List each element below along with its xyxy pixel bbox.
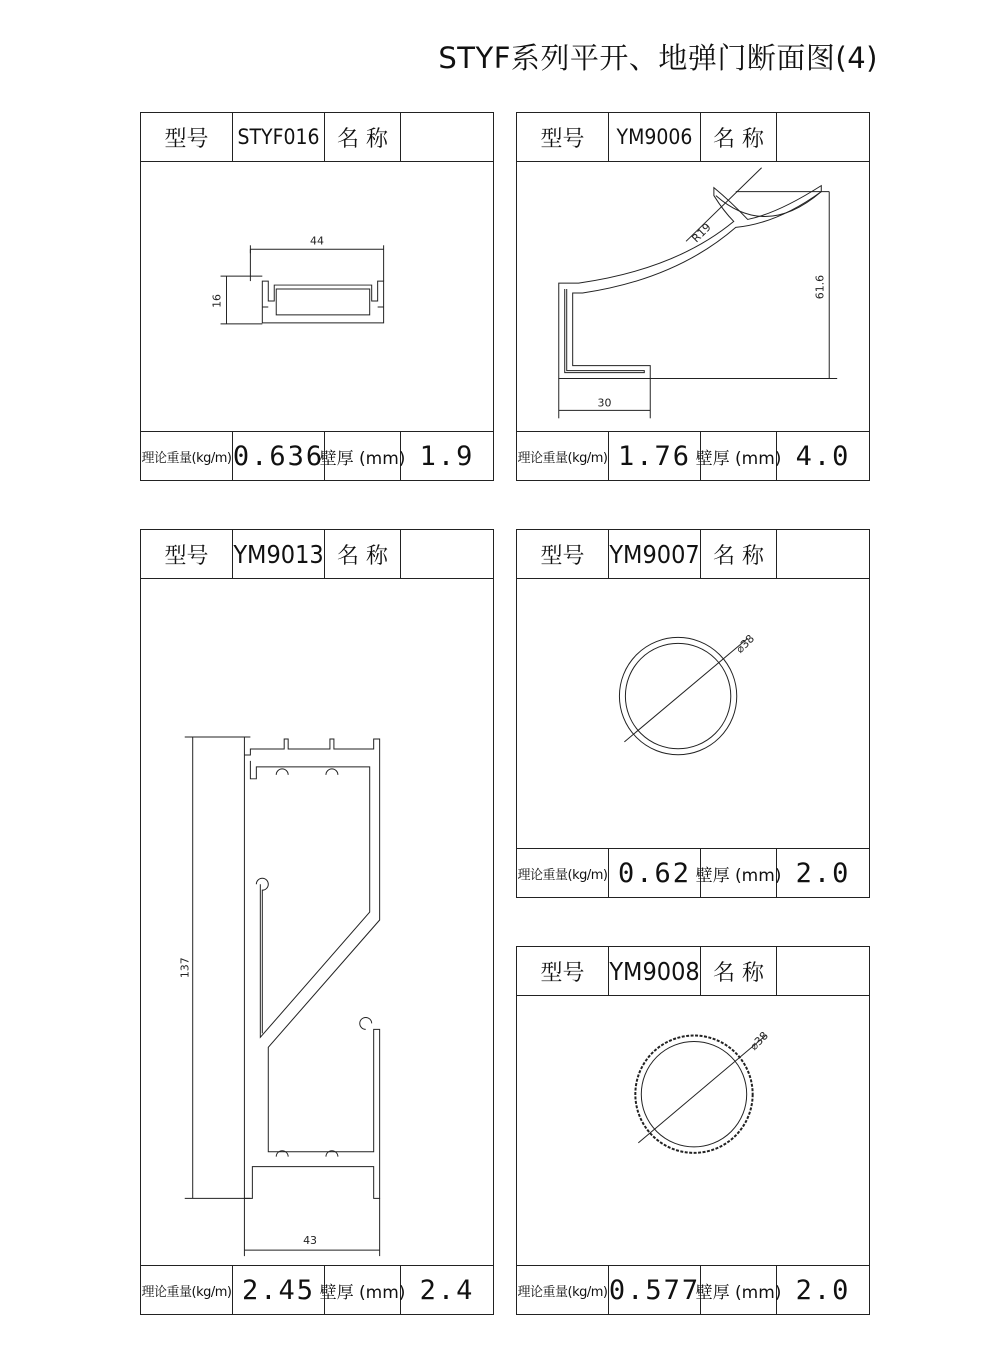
profile-drawing: [517, 995, 869, 1266]
thickness-label: 壁厚 (mm): [701, 432, 777, 480]
weight-label: 理论重量(kg/m): [517, 1266, 609, 1314]
profile-card-ym9008: [516, 946, 870, 1315]
model-label: 型号: [517, 113, 609, 161]
name-label: 名 称: [701, 530, 777, 578]
profile-card-styf016: [140, 112, 494, 481]
height-dimension: 137: [178, 957, 192, 979]
diameter-dimension: ⌀38: [747, 1029, 771, 1053]
model-value: STYF016: [233, 113, 325, 161]
ym9008-section-drawing: [517, 995, 869, 1266]
name-value: [777, 113, 869, 161]
card-footer: [141, 1265, 493, 1314]
width-dimension: 43: [303, 1234, 317, 1248]
card-header: [141, 530, 493, 579]
profile-drawing: [141, 578, 493, 1266]
weight-value: 1.76: [609, 432, 701, 480]
model-value: YM9008: [609, 947, 701, 995]
thickness-label: 壁厚 (mm): [325, 1266, 401, 1314]
thickness-value: 1.9: [419, 440, 475, 472]
height-dimension: 61.6: [813, 274, 827, 300]
weight-value: 0.62: [609, 849, 701, 897]
name-value: [777, 947, 869, 995]
card-header: [517, 113, 869, 162]
thickness-label: 壁厚 (mm): [325, 432, 401, 480]
card-footer: [517, 1265, 869, 1314]
ym9007-section-drawing: [517, 578, 869, 849]
thickness-label: 壁厚 (mm): [701, 849, 777, 897]
ym9013-section-drawing: [141, 578, 493, 1266]
weight-label: 理论重量(kg/m): [141, 432, 233, 480]
page-title: STYF系列平开、地弹门断面图(4): [438, 41, 878, 75]
name-value: [401, 530, 493, 578]
weight-value: 2.45: [233, 1266, 325, 1314]
card-footer: [517, 848, 869, 897]
model-label: 型号: [517, 947, 609, 995]
model-label: 型号: [141, 113, 233, 161]
profile-drawing: [141, 161, 493, 432]
name-label: 名 称: [325, 113, 401, 161]
model-label: 型号: [517, 530, 609, 578]
thickness-label: 壁厚 (mm): [701, 1266, 777, 1314]
thickness-value: 4.0: [795, 440, 851, 472]
weight-value: 0.577: [609, 1266, 701, 1314]
thickness-value: 2.0: [795, 1274, 851, 1306]
width-dimension: 44: [310, 234, 324, 248]
styf016-section-drawing: [141, 161, 493, 432]
radius-dimension: R19: [689, 220, 714, 246]
card-header: [141, 113, 493, 162]
weight-label: 理论重量(kg/m): [517, 432, 609, 480]
name-label: 名 称: [701, 113, 777, 161]
profile-drawing: [517, 161, 869, 432]
width-dimension: 30: [597, 396, 612, 410]
name-label: 名 称: [325, 530, 401, 578]
diameter-dimension: ⌀38: [733, 632, 758, 656]
model-value: YM9007: [609, 530, 701, 578]
model-value: YM9013: [233, 530, 325, 578]
weight-value: 0.636: [233, 432, 325, 480]
name-value: [777, 530, 869, 578]
profile-card-ym9013: [140, 529, 494, 1315]
thickness-value: 2.4: [419, 1274, 475, 1306]
weight-label: 理论重量(kg/m): [517, 849, 609, 897]
ym9006-section-drawing: [517, 161, 869, 432]
model-value: YM9006: [609, 113, 701, 161]
thickness-value: 2.0: [795, 857, 851, 889]
card-footer: [517, 431, 869, 480]
card-footer: [141, 431, 493, 480]
weight-label: 理论重量(kg/m): [141, 1266, 233, 1314]
name-label: 名 称: [701, 947, 777, 995]
model-label: 型号: [141, 530, 233, 578]
profile-card-ym9007: [516, 529, 870, 898]
card-header: [517, 530, 869, 579]
name-value: [401, 113, 493, 161]
height-dimension: 16: [210, 294, 224, 308]
card-header: [517, 947, 869, 996]
profile-card-ym9006: [516, 112, 870, 481]
profile-drawing: [517, 578, 869, 849]
